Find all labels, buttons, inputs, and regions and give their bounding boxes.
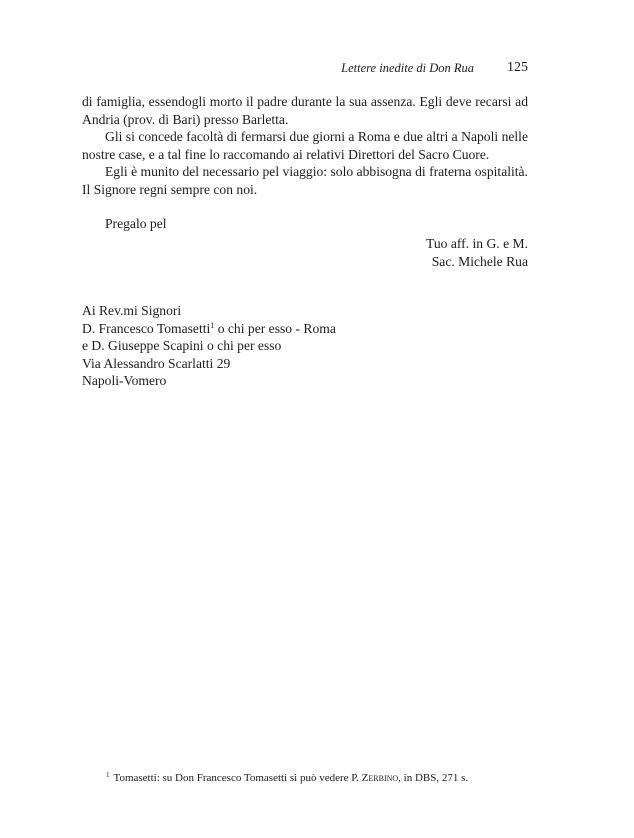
footnote [106,768,536,785]
address-line-4: Via Alessandro Scarlatti 29 [82,355,231,371]
letter-body [82,93,528,199]
signature-block [426,235,528,270]
paragraph-3: Egli è munito del necessario pel viaggio: solo abbisogna di fraterna ospitalità. Il Signore regni sempre con noi. [82,164,528,197]
address-line-1: Ai Rev.mi Signori [82,303,182,318]
footnote-author: Zerbino [361,772,399,784]
address-recipient-name: D. Francesco Tomasetti [82,320,211,336]
footnote-mark: 1 [106,771,110,779]
footnote-text-before: Tomasetti: su Don Francesco Tomasetti si può vedere P. [113,772,359,784]
address-line-2-rest: o chi per esso - Roma [217,320,336,336]
signature-line-1: Tuo aff. in G. e M. [426,236,528,251]
running-title: Lettere inedite di Don Rua [341,61,474,75]
paragraph-2: Gli si concede facoltà di fermarsi due giorni a Roma e due altri a Napoli nelle nostre case, e a tal fine lo raccomando ai relativi Direttori del Sacro Cuore. [82,129,528,162]
page-number: 125 [507,60,528,75]
address-line-5: Napoli-Vomero [82,373,167,389]
address-line-2 [82,320,336,338]
closing-line [82,215,528,233]
running-header [82,60,528,80]
paragraph-1: di famiglia, essendogli morto il padre durante la sua assenza. Egli deve recarsi ad Andria (prov. di Bari) presso Barletta. [82,94,528,127]
footnote-text-after: , in DBS, 271 s. [398,772,469,784]
address-line-3: e D. Giuseppe Scapini o chi per esso [82,338,282,354]
footnote-reference: 1 [210,320,215,330]
closing-text: Pregalo pel [105,216,167,231]
signature-line-2: Sac. Michele Rua [431,253,528,269]
address-block [82,302,336,390]
